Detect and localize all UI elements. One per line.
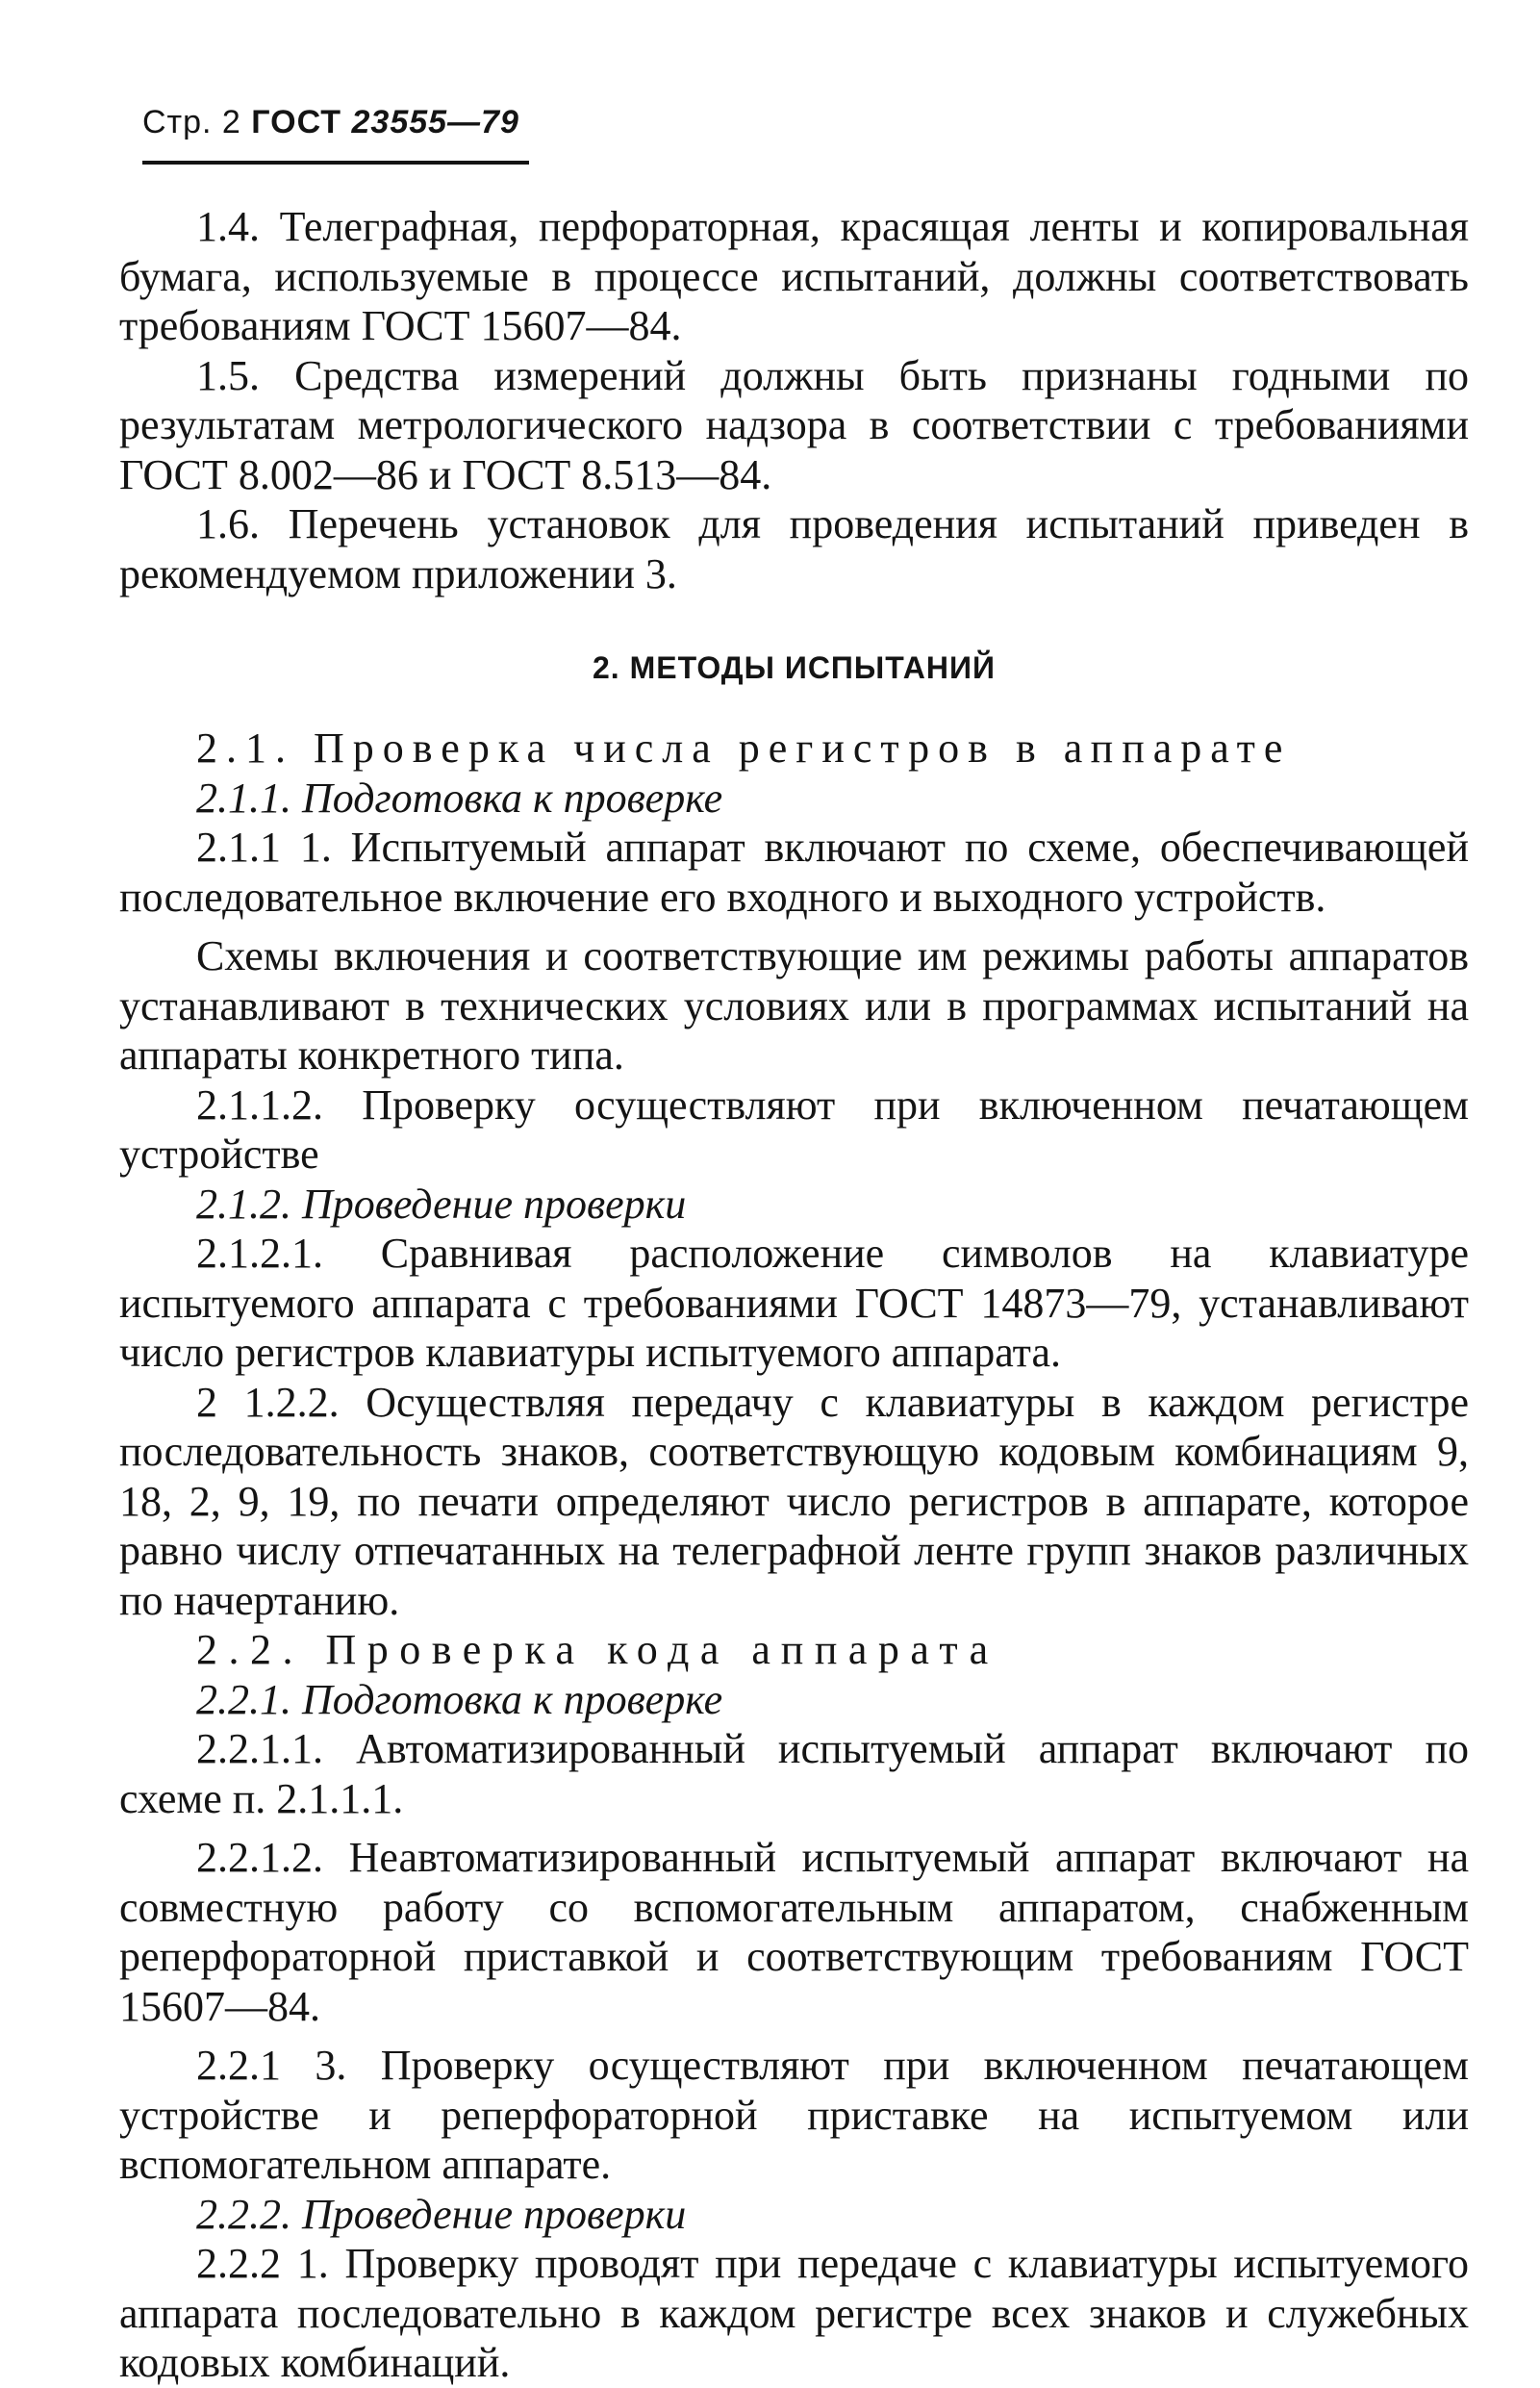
- paragraph-2-1-2-1: 2.1.2.1. Сравнивая расположение символов на клавиатуре испытуемого аппарата с требованиями ГОСТ 14873—79, устанавливают число регистров клавиатуры испытуемого аппарата.: [119, 1230, 1469, 1376]
- paragraph-2-1-2-2: 2 1.2.2. Осуществляя передачу с клавиатуры в каждом регистре последовательность знаков, соответствующую кодовым комбинациям 9, 18, 2, 9, 19, по печати определяют число регистров в аппарате, которое равно числу отпечатанных на телеграфной ленте групп знаков различных по начертанию.: [119, 1378, 1469, 1624]
- subsection-2-2-title: 2.2. Проверка кода аппарата: [196, 1626, 999, 1673]
- subsection-2-2-1-title: 2.2.1. Подготовка к проверке: [196, 1675, 723, 1723]
- paragraph-2-2-1-3: 2.2.1 3. Проверку осуществляют при включенном печатающем устройстве и реперфораторной приставке на испытуемом или вспомогательном аппарате.: [119, 2042, 1469, 2188]
- header-rule: [142, 161, 529, 165]
- section-2-heading: 2. МЕТОДЫ ИСПЫТАНИЙ: [593, 650, 996, 685]
- paragraph-1-4: 1.4. Телеграфная, перфораторная, красящая ленты и копировальная бумага, используемые в процессе испытаний, должны соответствовать требованиям ГОСТ 15607—84.: [119, 203, 1469, 349]
- paragraph-1-6: 1.6. Перечень установок для проведения испытаний приведен в рекомендуемом приложении 3.: [119, 500, 1469, 597]
- standard-label: ГОСТ: [251, 104, 342, 140]
- document-body: [119, 202, 1469, 2388]
- subsection-2-1-title: 2.1. Проверка числа регистров в аппарате: [196, 724, 1292, 772]
- page-header: [142, 104, 519, 141]
- subsection-2-2-2-title: 2.2.2. Проведение проверки: [196, 2190, 687, 2238]
- paragraph-schemes: Схемы включения и соответствующие им режимы работы аппаратов устанавливают в технических условиях или в программах испытаний на аппараты конкретного типа.: [119, 932, 1469, 1079]
- paragraph-2-2-1-2: 2.2.1.2. Неавтоматизированный испытуемый аппарат включают на совместную работу со вспомогательным аппаратом, снабженным реперфораторной приставкой и соответствующим требованиям ГОСТ 15607—84.: [119, 1834, 1469, 2030]
- standard-number: 23555—79: [351, 104, 519, 140]
- page-label: Стр. 2: [142, 104, 241, 140]
- paragraph-2-2-2-1: 2.2.2 1. Проверку проводят при передаче с клавиатуры испытуемого аппарата последовательно в каждом регистре всех знаков и служебных кодовых комбинаций.: [119, 2240, 1469, 2386]
- paragraph-2-1-1-2: 2.1.1.2. Проверку осуществляют при включенном печатающем устройстве: [119, 1080, 1469, 1178]
- paragraph-2-1-1-1: 2.1.1 1. Испытуемый аппарат включают по схеме, обеспечивающей последовательное включение его входного и выходного устройств.: [119, 824, 1469, 921]
- paragraph-2-2-1-1: 2.2.1.1. Автоматизированный испытуемый аппарат включают по схеме п. 2.1.1.1.: [119, 1725, 1469, 1822]
- subsection-2-1-2-title: 2.1.2. Проведение проверки: [196, 1180, 687, 1228]
- subsection-2-1-1-title: 2.1.1. Подготовка к проверке: [196, 774, 723, 822]
- paragraph-1-5: 1.5. Средства измерений должны быть признаны годными по результатам метрологического надзора в соответствии с требованиями ГОСТ 8.002—86 и ГОСТ 8.513—84.: [119, 351, 1469, 498]
